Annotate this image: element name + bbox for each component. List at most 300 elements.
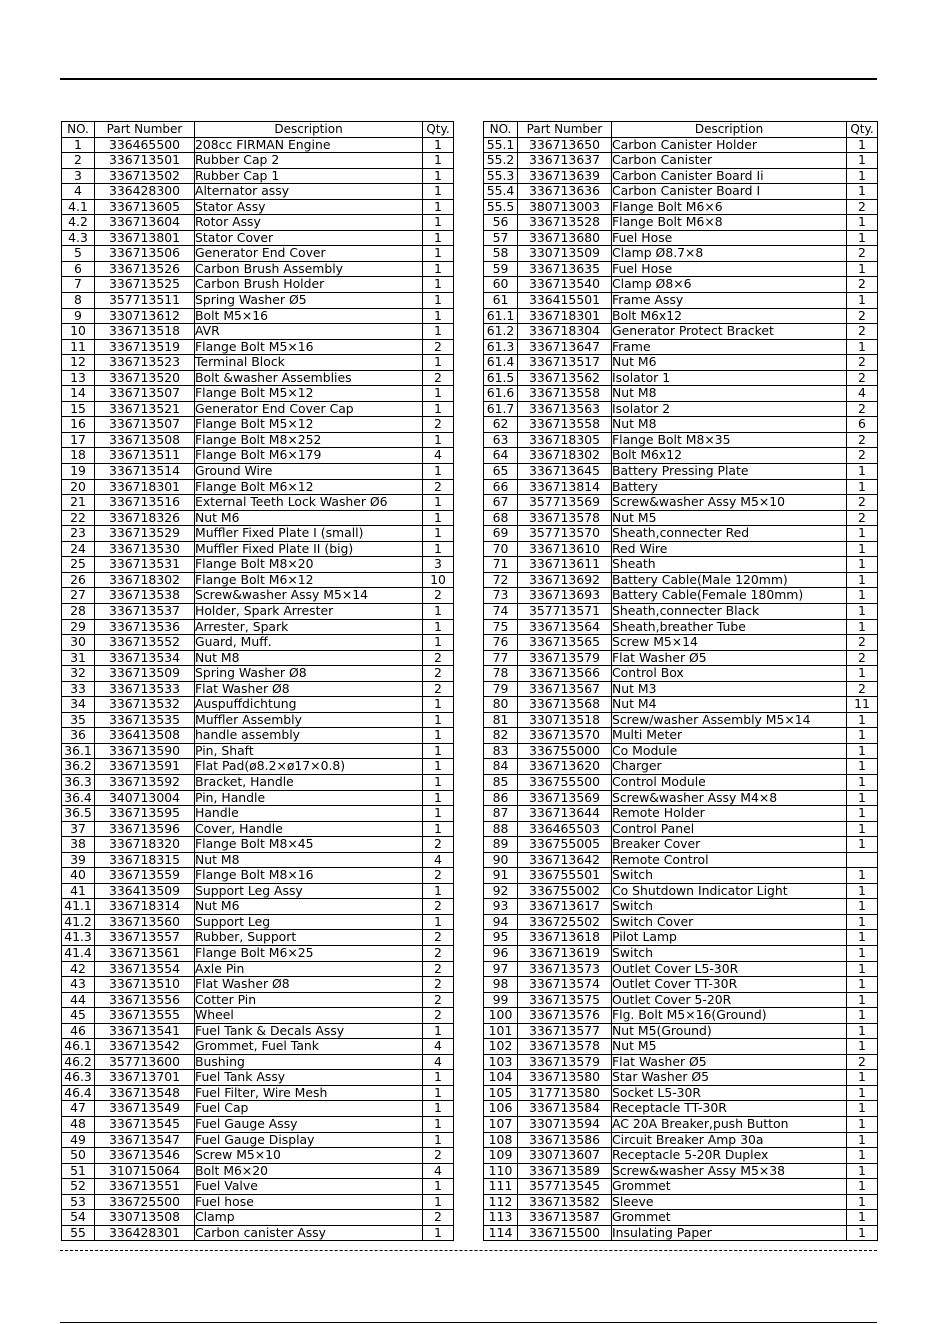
description-cell: Flat Washer Ø8 xyxy=(195,977,423,993)
qty-cell: 1 xyxy=(423,1194,454,1210)
table-row xyxy=(62,464,454,480)
description-cell: handle assembly xyxy=(195,728,423,744)
part-number-cell: 336713556 xyxy=(95,992,195,1008)
description-cell: Screw&washer Assy M5×14 xyxy=(195,588,423,604)
part-number-cell: 336713547 xyxy=(95,1132,195,1148)
part-number-cell: 336713592 xyxy=(95,774,195,790)
part-no-cell: 55.3 xyxy=(484,168,518,184)
qty-cell: 4 xyxy=(423,1039,454,1055)
part-number-cell: 336713507 xyxy=(95,386,195,402)
part-no-cell: 102 xyxy=(484,1039,518,1055)
qty-cell: 1 xyxy=(423,619,454,635)
part-number-cell: 336713545 xyxy=(95,1117,195,1133)
description-cell: Outlet Cover 5-20R xyxy=(612,992,847,1008)
table-row xyxy=(62,977,454,993)
description-cell: Spring Washer Ø5 xyxy=(195,293,423,309)
description-cell: Remote Control xyxy=(612,852,847,868)
part-number-cell: 336713534 xyxy=(95,650,195,666)
table-header-row xyxy=(484,122,878,138)
part-no-cell: 84 xyxy=(484,759,518,775)
description-cell: Red Wire xyxy=(612,541,847,557)
description-cell: Sheath xyxy=(612,557,847,573)
part-number-cell: 336713573 xyxy=(518,961,612,977)
table-row xyxy=(62,899,454,915)
description-cell: Stator Assy xyxy=(195,199,423,215)
qty-cell: 1 xyxy=(423,1085,454,1101)
table-row xyxy=(484,883,878,899)
description-cell: Grommet, Fuel Tank xyxy=(195,1039,423,1055)
qty-cell: 1 xyxy=(423,215,454,231)
description-cell: Fuel Gauge Assy xyxy=(195,1117,423,1133)
part-no-cell: 4.1 xyxy=(62,199,95,215)
qty-cell: 1 xyxy=(423,401,454,417)
part-no-cell: 27 xyxy=(62,588,95,604)
part-number-cell: 336713558 xyxy=(518,386,612,402)
header-qty: Qty. xyxy=(847,122,878,138)
part-no-cell: 78 xyxy=(484,666,518,682)
part-number-cell: 336713560 xyxy=(95,914,195,930)
qty-cell: 1 xyxy=(847,1085,878,1101)
qty-cell: 1 xyxy=(423,790,454,806)
part-number-cell: 336713557 xyxy=(95,930,195,946)
description-cell: Battery Pressing Plate xyxy=(612,464,847,480)
table-row xyxy=(62,184,454,200)
qty-cell: 2 xyxy=(423,650,454,666)
part-no-cell: 44 xyxy=(62,992,95,1008)
table-row xyxy=(62,603,454,619)
part-no-cell: 43 xyxy=(62,977,95,993)
part-no-cell: 36.4 xyxy=(62,790,95,806)
description-cell: Nut M6 xyxy=(195,510,423,526)
part-number-cell: 336713501 xyxy=(95,153,195,169)
table-row xyxy=(484,977,878,993)
part-no-cell: 41.3 xyxy=(62,930,95,946)
table-row xyxy=(484,603,878,619)
table-row xyxy=(62,1023,454,1039)
description-cell: Bracket, Handle xyxy=(195,774,423,790)
description-cell: Switch xyxy=(612,899,847,915)
qty-cell: 1 xyxy=(423,184,454,200)
part-no-cell: 25 xyxy=(62,557,95,573)
part-number-cell: 336718326 xyxy=(95,510,195,526)
part-number-cell: 336713523 xyxy=(95,355,195,371)
table-row xyxy=(62,852,454,868)
part-number-cell: 336713680 xyxy=(518,230,612,246)
qty-cell: 2 xyxy=(423,977,454,993)
qty-cell: 1 xyxy=(423,510,454,526)
description-cell: Nut M8 xyxy=(195,852,423,868)
description-cell: Flange Bolt M8×45 xyxy=(195,837,423,853)
qty-cell: 1 xyxy=(423,246,454,262)
qty-cell: 1 xyxy=(847,572,878,588)
part-no-cell: 46.4 xyxy=(62,1085,95,1101)
description-cell: Fuel Cap xyxy=(195,1101,423,1117)
part-number-cell: 336713650 xyxy=(518,137,612,153)
qty-cell: 1 xyxy=(423,432,454,448)
table-row xyxy=(62,168,454,184)
description-cell: Control Panel xyxy=(612,821,847,837)
qty-cell: 1 xyxy=(423,464,454,480)
part-no-cell: 66 xyxy=(484,479,518,495)
part-number-cell: 336713530 xyxy=(95,541,195,557)
part-number-cell: 336713814 xyxy=(518,479,612,495)
part-no-cell: 38 xyxy=(62,837,95,853)
description-cell: Receptacle TT-30R xyxy=(612,1101,847,1117)
qty-cell: 2 xyxy=(423,417,454,433)
qty-cell: 1 xyxy=(847,184,878,200)
part-number-cell: 336713555 xyxy=(95,1008,195,1024)
table-row xyxy=(484,697,878,713)
description-cell: Flange Bolt M6×6 xyxy=(612,199,847,215)
description-cell: Fuel Gauge Display xyxy=(195,1132,423,1148)
qty-cell: 2 xyxy=(423,961,454,977)
qty-cell: 1 xyxy=(847,464,878,480)
part-number-cell: 336713521 xyxy=(95,401,195,417)
table-row xyxy=(62,774,454,790)
part-no-cell: 64 xyxy=(484,448,518,464)
description-cell: Pin, Handle xyxy=(195,790,423,806)
description-cell: Rotor Assy xyxy=(195,215,423,231)
qty-cell: 1 xyxy=(423,293,454,309)
description-cell: Bolt M6x12 xyxy=(612,448,847,464)
part-number-cell: 336713801 xyxy=(95,230,195,246)
part-number-cell: 336713506 xyxy=(95,246,195,262)
table-row xyxy=(62,961,454,977)
part-no-cell: 46.2 xyxy=(62,1054,95,1070)
description-cell: Bolt M6x12 xyxy=(612,308,847,324)
parts-table-left-body xyxy=(62,137,454,1241)
table-row xyxy=(484,557,878,573)
description-cell: Charger xyxy=(612,759,847,775)
qty-cell: 1 xyxy=(847,153,878,169)
qty-cell: 1 xyxy=(847,1008,878,1024)
part-number-cell: 336713529 xyxy=(95,526,195,542)
table-row xyxy=(62,992,454,1008)
qty-cell: 1 xyxy=(847,1039,878,1055)
qty-cell: 3 xyxy=(423,557,454,573)
part-number-cell: 336713587 xyxy=(518,1210,612,1226)
part-no-cell: 103 xyxy=(484,1054,518,1070)
part-number-cell: 336713526 xyxy=(95,261,195,277)
description-cell: Battery Cable(Male 120mm) xyxy=(612,572,847,588)
qty-cell: 1 xyxy=(423,603,454,619)
part-number-cell: 336718302 xyxy=(95,572,195,588)
table-row xyxy=(484,681,878,697)
table-row xyxy=(62,1117,454,1133)
description-cell: Nut M8 xyxy=(612,386,847,402)
part-number-cell: 336428300 xyxy=(95,184,195,200)
qty-cell: 1 xyxy=(423,743,454,759)
qty-cell: 1 xyxy=(847,1132,878,1148)
description-cell: Flat Pad(ø8.2×ø17×0.8) xyxy=(195,759,423,775)
part-number-cell: 336725500 xyxy=(95,1194,195,1210)
qty-cell: 2 xyxy=(423,899,454,915)
description-cell: Flat Washer Ø5 xyxy=(612,650,847,666)
part-no-cell: 104 xyxy=(484,1070,518,1086)
part-number-cell: 336713525 xyxy=(95,277,195,293)
part-number-cell: 330713612 xyxy=(95,308,195,324)
description-cell: Carbon Canister Board Ii xyxy=(612,168,847,184)
qty-cell: 1 xyxy=(847,666,878,682)
description-cell: Wheel xyxy=(195,1008,423,1024)
qty-cell: 2 xyxy=(847,324,878,340)
part-no-cell: 16 xyxy=(62,417,95,433)
part-number-cell: 336755000 xyxy=(518,743,612,759)
table-row xyxy=(484,495,878,511)
qty-cell: 2 xyxy=(847,401,878,417)
part-no-cell: 17 xyxy=(62,432,95,448)
table-row xyxy=(62,386,454,402)
qty-cell: 1 xyxy=(423,1117,454,1133)
part-no-cell: 57 xyxy=(484,230,518,246)
qty-cell: 1 xyxy=(847,961,878,977)
part-number-cell: 357713511 xyxy=(95,293,195,309)
table-row xyxy=(62,930,454,946)
qty-cell: 2 xyxy=(423,868,454,884)
header-part-number: Part Number xyxy=(518,122,612,138)
part-no-cell: 108 xyxy=(484,1132,518,1148)
description-cell: Rubber Cap 1 xyxy=(195,168,423,184)
description-cell: Isolator 2 xyxy=(612,401,847,417)
part-no-cell: 55.1 xyxy=(484,137,518,153)
qty-cell: 1 xyxy=(423,1132,454,1148)
table-row xyxy=(62,1070,454,1086)
table-row xyxy=(62,1148,454,1164)
part-no-cell: 7 xyxy=(62,277,95,293)
table-row xyxy=(484,541,878,557)
table-row xyxy=(62,712,454,728)
qty-cell: 1 xyxy=(847,774,878,790)
part-no-cell: 19 xyxy=(62,464,95,480)
part-number-cell: 336713591 xyxy=(95,759,195,775)
part-no-cell: 11 xyxy=(62,339,95,355)
part-no-cell: 113 xyxy=(484,1210,518,1226)
part-number-cell: 336713635 xyxy=(518,261,612,277)
part-number-cell: 336413509 xyxy=(95,883,195,899)
part-no-cell: 3 xyxy=(62,168,95,184)
qty-cell xyxy=(847,852,878,868)
part-no-cell: 99 xyxy=(484,992,518,1008)
part-no-cell: 71 xyxy=(484,557,518,573)
description-cell: 208cc FIRMAN Engine xyxy=(195,137,423,153)
qty-cell: 1 xyxy=(847,883,878,899)
part-number-cell: 336713692 xyxy=(518,572,612,588)
part-no-cell: 51 xyxy=(62,1163,95,1179)
part-no-cell: 46.3 xyxy=(62,1070,95,1086)
parts-table-left xyxy=(61,121,454,1241)
part-no-cell: 4 xyxy=(62,184,95,200)
part-no-cell: 9 xyxy=(62,308,95,324)
table-row xyxy=(62,1194,454,1210)
part-number-cell: 336755501 xyxy=(518,868,612,884)
qty-cell: 1 xyxy=(847,557,878,573)
qty-cell: 1 xyxy=(423,308,454,324)
part-number-cell: 336713636 xyxy=(518,184,612,200)
description-cell: Ground Wire xyxy=(195,464,423,480)
part-no-cell: 95 xyxy=(484,930,518,946)
part-no-cell: 2 xyxy=(62,153,95,169)
part-number-cell: 336713584 xyxy=(518,1101,612,1117)
part-number-cell: 336713520 xyxy=(95,370,195,386)
qty-cell: 1 xyxy=(847,541,878,557)
part-number-cell: 336713561 xyxy=(95,945,195,961)
qty-cell: 1 xyxy=(847,743,878,759)
table-row xyxy=(484,961,878,977)
table-row xyxy=(484,401,878,417)
table-row xyxy=(62,417,454,433)
part-number-cell: 336713617 xyxy=(518,899,612,915)
table-header-row xyxy=(62,122,454,138)
table-row xyxy=(62,790,454,806)
table-row xyxy=(484,588,878,604)
table-row xyxy=(62,650,454,666)
qty-cell: 1 xyxy=(847,945,878,961)
description-cell: Spring Washer Ø8 xyxy=(195,666,423,682)
description-cell: Fuel Tank Assy xyxy=(195,1070,423,1086)
part-no-cell: 98 xyxy=(484,977,518,993)
description-cell: Nut M8 xyxy=(195,650,423,666)
part-no-cell: 114 xyxy=(484,1225,518,1241)
qty-cell: 2 xyxy=(423,1210,454,1226)
qty-cell: 2 xyxy=(423,992,454,1008)
part-no-cell: 88 xyxy=(484,821,518,837)
qty-cell: 1 xyxy=(847,168,878,184)
part-number-cell: 336713566 xyxy=(518,666,612,682)
part-no-cell: 13 xyxy=(62,370,95,386)
part-no-cell: 22 xyxy=(62,510,95,526)
table-row xyxy=(484,619,878,635)
description-cell: Axle Pin xyxy=(195,961,423,977)
part-no-cell: 109 xyxy=(484,1148,518,1164)
table-row xyxy=(62,277,454,293)
table-row xyxy=(62,1008,454,1024)
description-cell: Generator Protect Bracket xyxy=(612,324,847,340)
part-number-cell: 336713542 xyxy=(95,1039,195,1055)
part-no-cell: 77 xyxy=(484,650,518,666)
part-number-cell: 336713578 xyxy=(518,510,612,526)
description-cell: Generator End Cover xyxy=(195,246,423,262)
qty-cell: 2 xyxy=(847,681,878,697)
part-no-cell: 6 xyxy=(62,261,95,277)
table-row xyxy=(484,261,878,277)
header-description: Description xyxy=(612,122,847,138)
description-cell: Flange Bolt M6×8 xyxy=(612,215,847,231)
qty-cell: 1 xyxy=(423,635,454,651)
part-number-cell: 330713594 xyxy=(518,1117,612,1133)
part-number-cell: 336713510 xyxy=(95,977,195,993)
part-no-cell: 85 xyxy=(484,774,518,790)
description-cell: Grommet xyxy=(612,1210,847,1226)
table-row xyxy=(62,153,454,169)
table-row xyxy=(62,495,454,511)
qty-cell: 1 xyxy=(423,199,454,215)
qty-cell: 6 xyxy=(847,417,878,433)
table-row xyxy=(484,806,878,822)
description-cell: Generator End Cover Cap xyxy=(195,401,423,417)
qty-cell: 1 xyxy=(847,588,878,604)
qty-cell: 2 xyxy=(423,588,454,604)
table-row xyxy=(62,883,454,899)
description-cell: Remote Holder xyxy=(612,806,847,822)
table-row xyxy=(62,557,454,573)
part-no-cell: 30 xyxy=(62,635,95,651)
description-cell: Nut M5(Ground) xyxy=(612,1023,847,1039)
part-no-cell: 8 xyxy=(62,293,95,309)
part-no-cell: 35 xyxy=(62,712,95,728)
description-cell: AVR xyxy=(195,324,423,340)
part-number-cell: 336465500 xyxy=(95,137,195,153)
table-row xyxy=(484,1008,878,1024)
qty-cell: 1 xyxy=(847,930,878,946)
qty-cell: 1 xyxy=(423,526,454,542)
part-number-cell: 336713570 xyxy=(518,728,612,744)
part-no-cell: 36.2 xyxy=(62,759,95,775)
table-row xyxy=(484,899,878,915)
part-no-cell: 55 xyxy=(62,1225,95,1241)
table-row xyxy=(484,417,878,433)
part-no-cell: 61.4 xyxy=(484,355,518,371)
description-cell: Control Box xyxy=(612,666,847,682)
part-number-cell: 336713637 xyxy=(518,153,612,169)
table-row xyxy=(62,945,454,961)
part-no-cell: 110 xyxy=(484,1163,518,1179)
description-cell: Fuel Filter, Wire Mesh xyxy=(195,1085,423,1101)
description-cell: Carbon Brush Holder xyxy=(195,277,423,293)
part-no-cell: 41.2 xyxy=(62,914,95,930)
description-cell: Carbon Canister xyxy=(612,153,847,169)
part-no-cell: 49 xyxy=(62,1132,95,1148)
part-no-cell: 18 xyxy=(62,448,95,464)
qty-cell: 1 xyxy=(423,153,454,169)
part-number-cell: 336755005 xyxy=(518,837,612,853)
table-row xyxy=(62,432,454,448)
description-cell: Carbon Brush Assembly xyxy=(195,261,423,277)
qty-cell: 4 xyxy=(423,852,454,868)
part-no-cell: 47 xyxy=(62,1101,95,1117)
qty-cell: 1 xyxy=(847,992,878,1008)
description-cell: Clamp xyxy=(195,1210,423,1226)
description-cell: Alternator assy xyxy=(195,184,423,200)
description-cell: Support Leg Assy xyxy=(195,883,423,899)
part-number-cell: 336713562 xyxy=(518,370,612,386)
table-row xyxy=(484,1225,878,1241)
table-row xyxy=(62,355,454,371)
description-cell: Clamp Ø8.7×8 xyxy=(612,246,847,262)
part-number-cell: 330713509 xyxy=(518,246,612,262)
description-cell: Sleeve xyxy=(612,1194,847,1210)
part-no-cell: 14 xyxy=(62,386,95,402)
qty-cell: 1 xyxy=(423,324,454,340)
description-cell: Grommet xyxy=(612,1179,847,1195)
qty-cell: 1 xyxy=(423,495,454,511)
part-number-cell: 336713610 xyxy=(518,541,612,557)
part-no-cell: 61.1 xyxy=(484,308,518,324)
part-number-cell: 330713518 xyxy=(518,712,612,728)
description-cell: Co Module xyxy=(612,743,847,759)
description-cell: Bushing xyxy=(195,1054,423,1070)
part-no-cell: 5 xyxy=(62,246,95,262)
table-row xyxy=(62,1101,454,1117)
qty-cell: 1 xyxy=(847,1210,878,1226)
table-row xyxy=(62,759,454,775)
description-cell: Screw&washer Assy M5×38 xyxy=(612,1163,847,1179)
table-row xyxy=(484,759,878,775)
qty-cell: 4 xyxy=(847,386,878,402)
table-row xyxy=(62,324,454,340)
table-row xyxy=(484,1117,878,1133)
part-no-cell: 79 xyxy=(484,681,518,697)
table-row xyxy=(62,821,454,837)
